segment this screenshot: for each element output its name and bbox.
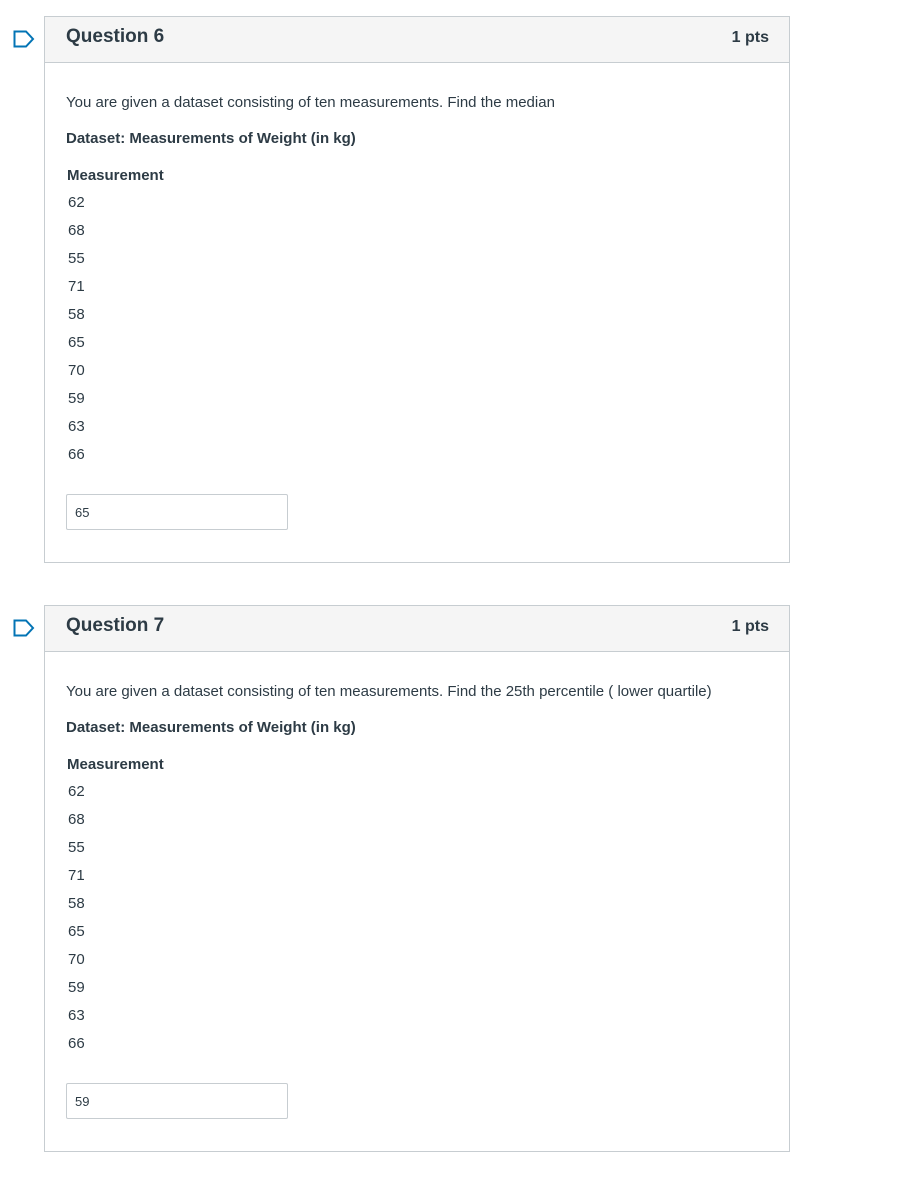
question-header: [45, 606, 789, 652]
measurement-value: 58: [68, 895, 85, 912]
measurement-value: 63: [68, 418, 85, 435]
measurement-column-header: Measurement: [67, 756, 164, 773]
question-points: 1 pts: [731, 618, 769, 635]
measurement-list: [68, 783, 85, 1063]
measurement-value: 68: [68, 811, 85, 828]
measurement-value: 65: [68, 923, 85, 940]
measurement-list: [68, 194, 85, 474]
dataset-label: Dataset: Measurements of Weight (in kg): [66, 719, 356, 736]
measurement-value: 59: [68, 979, 85, 996]
measurement-value: 68: [68, 222, 85, 239]
measurement-value: 62: [68, 194, 85, 211]
measurement-value: 70: [68, 951, 85, 968]
measurement-column-header: Measurement: [67, 167, 164, 184]
question-card: [44, 605, 790, 1152]
measurement-value: 66: [68, 1035, 85, 1052]
measurement-value: 70: [68, 362, 85, 379]
measurement-value: 71: [68, 867, 85, 884]
question-card: [44, 16, 790, 563]
flag-icon[interactable]: [13, 619, 35, 637]
question-prompt: You are given a dataset consisting of ten measurements. Find the 25th percentile ( lower quartile): [66, 683, 712, 700]
question-title: Question 6: [66, 26, 165, 47]
measurement-value: 62: [68, 783, 85, 800]
question-prompt: You are given a dataset consisting of ten measurements. Find the median: [66, 94, 555, 111]
measurement-value: 55: [68, 839, 85, 856]
flag-icon[interactable]: [13, 30, 35, 48]
measurement-value: 58: [68, 306, 85, 323]
measurement-value: 63: [68, 1007, 85, 1024]
question-header: [45, 17, 789, 63]
answer-input[interactable]: [66, 494, 288, 530]
question-title: Question 7: [66, 615, 165, 636]
measurement-value: 55: [68, 250, 85, 267]
answer-input[interactable]: [66, 1083, 288, 1119]
dataset-label: Dataset: Measurements of Weight (in kg): [66, 130, 356, 147]
measurement-value: 65: [68, 334, 85, 351]
measurement-value: 71: [68, 278, 85, 295]
measurement-value: 59: [68, 390, 85, 407]
question-points: 1 pts: [731, 29, 769, 46]
measurement-value: 66: [68, 446, 85, 463]
